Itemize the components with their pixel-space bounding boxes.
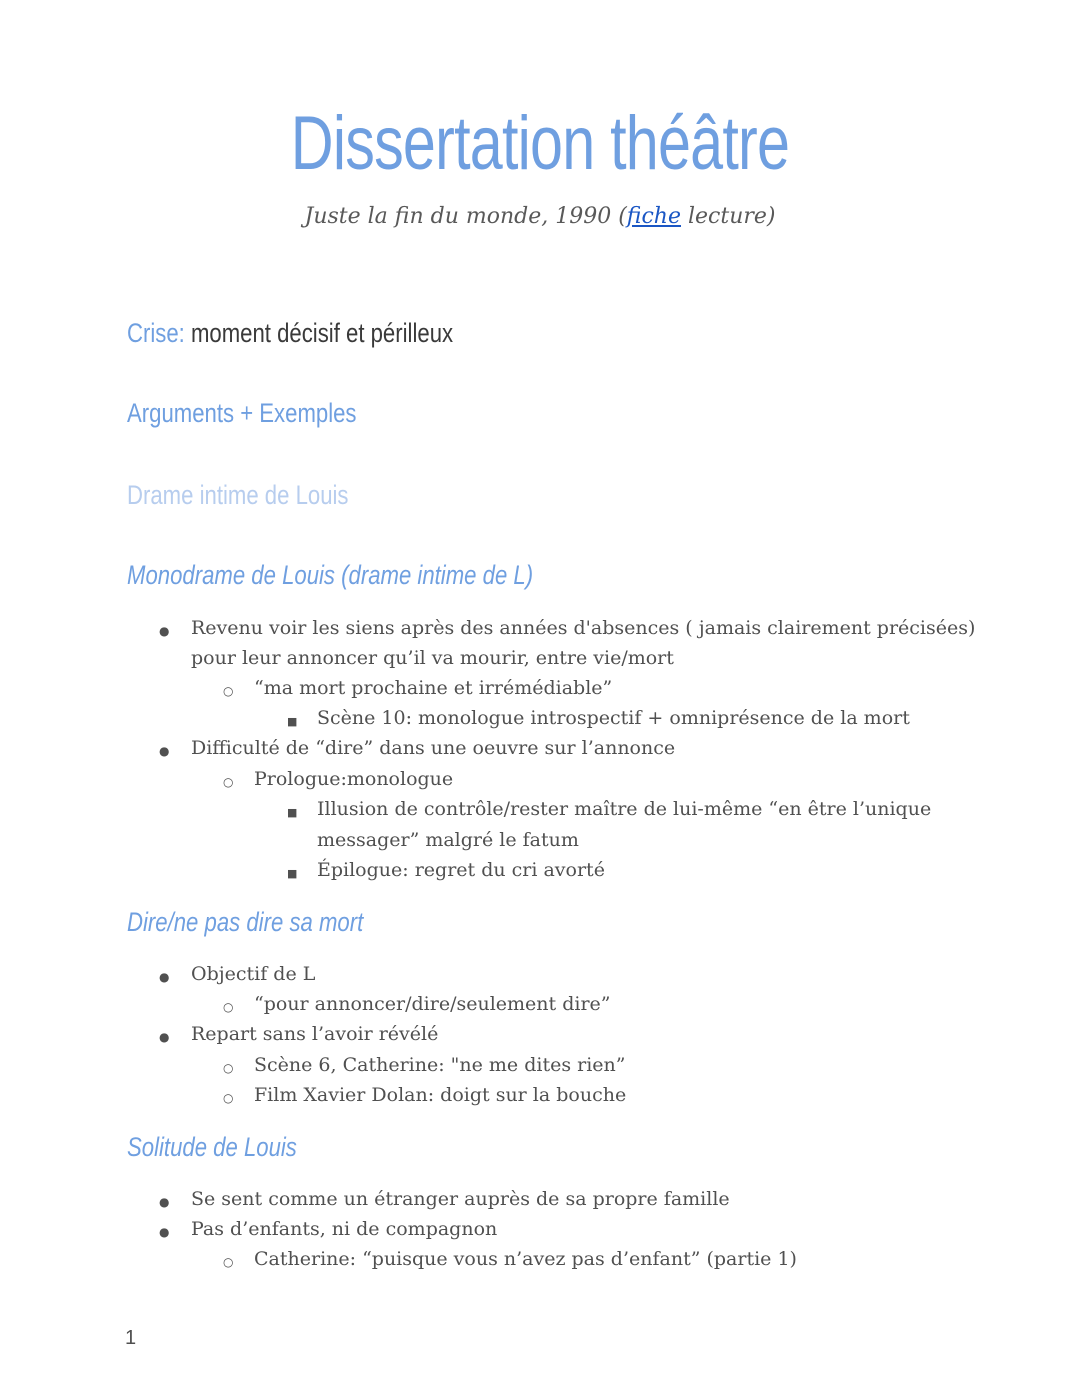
bullet-level3: ■ bbox=[287, 806, 298, 819]
page-number: 1 bbox=[125, 1327, 137, 1349]
bullet-level1: ● bbox=[159, 744, 170, 758]
bullet-level2: ○ bbox=[223, 775, 234, 789]
bullet-level1: ● bbox=[159, 1195, 170, 1209]
fiche-link[interactable]: fiche bbox=[626, 204, 681, 229]
section-heading-dire: Dire/ne pas dire sa mort bbox=[127, 907, 364, 937]
list-item: Difficulté de “dire” dans une oeuvre sur l’annonce bbox=[191, 737, 676, 759]
document-subtitle bbox=[0, 204, 1080, 229]
list-item: Catherine: “puisque vous n’avez pas d’enfant” (partie 1) bbox=[254, 1248, 797, 1270]
list-item: Revenu voir les siens après des années d'absences ( jamais clairement précisées) bbox=[191, 617, 976, 639]
bullet-level1: ● bbox=[159, 970, 170, 984]
bullet-level2: ○ bbox=[223, 1061, 234, 1075]
bullet-level1: ● bbox=[159, 1030, 170, 1044]
crise-definition bbox=[127, 318, 453, 349]
crise-definition-text: moment décisif et périlleux bbox=[184, 318, 454, 348]
crise-keyword: Crise: bbox=[127, 318, 185, 348]
subtitle-text: Juste la fin du monde, 1990 ( bbox=[304, 204, 627, 229]
list-item: Scène 6, Catherine: "ne me dites rien” bbox=[254, 1054, 626, 1076]
bullet-level3: ■ bbox=[287, 715, 298, 728]
list-item: Illusion de contrôle/rester maître de lui-même “en être l’unique bbox=[317, 798, 932, 820]
list-item-continuation: pour leur annoncer qu’il va mourir, entre vie/mort bbox=[191, 647, 674, 669]
bullet-level2: ○ bbox=[223, 684, 234, 698]
list-item: Se sent comme un étranger auprès de sa propre famille bbox=[191, 1188, 730, 1210]
bullet-level2: ○ bbox=[223, 1000, 234, 1014]
bullet-level1: ● bbox=[159, 624, 170, 638]
list-item: “ma mort prochaine et irrémédiable” bbox=[254, 677, 613, 699]
bullet-level2: ○ bbox=[223, 1255, 234, 1269]
list-item: Pas d’enfants, ni de compagnon bbox=[191, 1218, 498, 1240]
bullet-level3: ■ bbox=[287, 867, 298, 880]
list-item: Scène 10: monologue introspectif + omniprésence de la mort bbox=[317, 707, 910, 729]
list-item: Objectif de L bbox=[191, 963, 316, 985]
subtitle-text-end: lecture) bbox=[680, 204, 776, 229]
list-item: “pour annoncer/dire/seulement dire” bbox=[254, 993, 611, 1015]
list-item: Épilogue: regret du cri avorté bbox=[317, 859, 605, 881]
arguments-heading: Arguments + Exemples bbox=[127, 398, 357, 428]
document-title: Dissertation théâtre bbox=[290, 101, 790, 186]
bullet-level1: ● bbox=[159, 1225, 170, 1239]
list-item: Repart sans l’avoir révélé bbox=[191, 1023, 439, 1045]
bullet-level2: ○ bbox=[223, 1091, 234, 1105]
section-heading-monodrame: Monodrame de Louis (drame intime de L) bbox=[127, 560, 534, 590]
list-item: Prologue:monologue bbox=[254, 768, 454, 790]
section-heading-solitude: Solitude de Louis bbox=[127, 1132, 297, 1162]
list-item: Film Xavier Dolan: doigt sur la bouche bbox=[254, 1084, 627, 1106]
list-item-continuation: messager” malgré le fatum bbox=[317, 829, 579, 851]
drame-heading: Drame intime de Louis bbox=[127, 480, 349, 510]
